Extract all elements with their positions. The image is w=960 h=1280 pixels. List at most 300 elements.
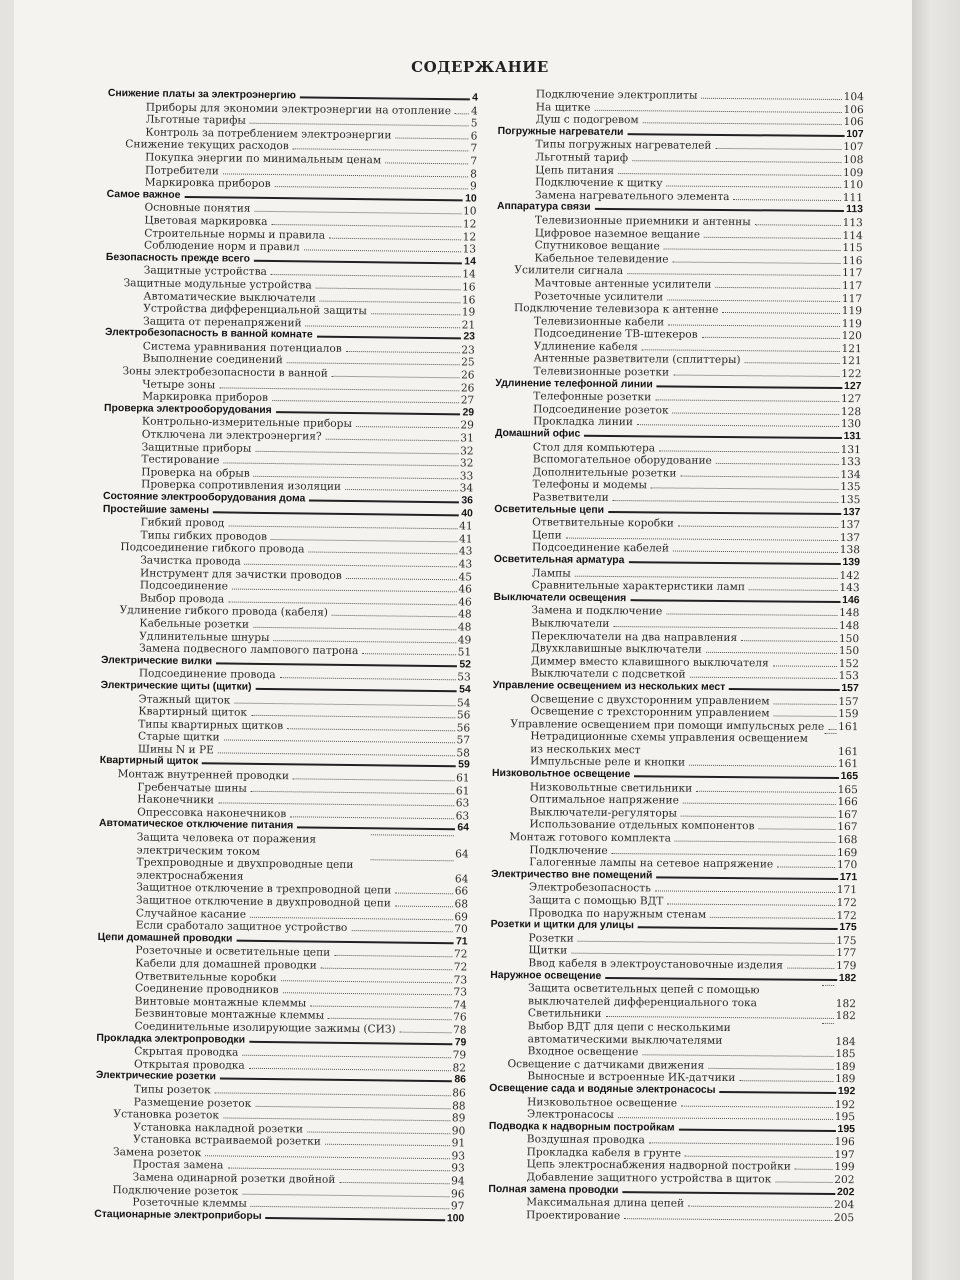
toc-entry-title: Низковольтное освещение bbox=[527, 1095, 678, 1110]
page-edge bbox=[912, 0, 960, 1280]
leader-dots bbox=[618, 173, 841, 176]
toc-page-number: 8 bbox=[470, 167, 478, 181]
toc-page-number: 131 bbox=[843, 431, 862, 443]
toc-entry-title: Осветительная арматура bbox=[493, 553, 625, 567]
toc-page-number: 175 bbox=[839, 922, 857, 934]
toc-page-number: 195 bbox=[834, 1111, 856, 1124]
leader-dots bbox=[228, 526, 457, 530]
leader-dots bbox=[680, 475, 838, 477]
toc-page-number: 202 bbox=[834, 1174, 855, 1187]
leader-dots bbox=[293, 149, 469, 152]
leader-dots bbox=[276, 411, 461, 415]
toc-page-number: 93 bbox=[451, 1162, 465, 1175]
toc-entry-title: Снижение текущих расходов bbox=[125, 138, 289, 153]
leader-dots bbox=[627, 133, 844, 137]
toc-page-number: 43 bbox=[458, 545, 473, 558]
toc-page-number: 192 bbox=[834, 1098, 856, 1111]
leader-dots bbox=[300, 96, 470, 100]
toc-page-number: 111 bbox=[842, 191, 864, 204]
toc-page-number: 121 bbox=[841, 342, 862, 356]
leader-dots bbox=[673, 261, 841, 263]
leader-dots bbox=[775, 1182, 832, 1183]
toc-entry-title: Телевизионные приемники и антенны bbox=[534, 214, 751, 229]
leader-dots bbox=[667, 299, 840, 302]
toc-entry-title: Простейшие замены bbox=[102, 503, 210, 516]
toc-entry-title: Наружное освещение bbox=[490, 969, 602, 982]
toc-entry-title: Прокладка кабеля в грунте bbox=[526, 1146, 682, 1160]
toc-entry-title: Спутниковое вещание bbox=[534, 239, 660, 253]
leader-dots bbox=[213, 511, 459, 516]
toc-entry-title: Цепь питания bbox=[535, 163, 615, 177]
leader-dots bbox=[250, 123, 469, 127]
toc-entry-title: Автоматические выключатели bbox=[143, 289, 316, 305]
toc-page-number: 34 bbox=[459, 482, 474, 495]
leader-dots bbox=[320, 300, 460, 303]
toc-entry-title: Автоматическое отключение питания bbox=[98, 818, 294, 832]
toc-page-number: 91 bbox=[451, 1137, 466, 1150]
toc-entry-title: Подключение телевизора к антенне bbox=[514, 302, 719, 317]
toc-page-number: 197 bbox=[834, 1148, 855, 1162]
toc-entry-title: Случайное касание bbox=[135, 906, 247, 921]
toc-entry-title: Защита осветительных цепей с помощью выключателей дифференциального тока bbox=[527, 982, 760, 1010]
toc-page-number: 96 bbox=[450, 1187, 465, 1201]
leader-dots bbox=[741, 640, 837, 642]
toc-page-number: 69 bbox=[454, 910, 468, 924]
leader-dots bbox=[254, 211, 461, 215]
toc-page-number: 104 bbox=[843, 91, 864, 104]
leader-dots bbox=[281, 980, 452, 983]
toc-entry-title: Усилители сигнала bbox=[514, 264, 624, 278]
toc-page-number: 119 bbox=[841, 305, 863, 318]
toc-page-number: 153 bbox=[838, 670, 859, 683]
toc-entry-title: Типы квартирных щитков bbox=[138, 718, 284, 732]
leader-dots bbox=[255, 1105, 450, 1108]
toc-entry-title: Соединение проводников bbox=[134, 982, 279, 997]
toc-page-number: 172 bbox=[836, 896, 857, 910]
toc-page-number: 32 bbox=[460, 444, 474, 458]
toc-page-number: 189 bbox=[835, 1060, 856, 1073]
toc-entry-title: Состояние электрооборудования дома bbox=[102, 490, 306, 505]
leader-dots bbox=[395, 906, 453, 908]
toc-entry-title: Замена подвесного лампового патрона bbox=[139, 642, 359, 658]
toc-page-number: 64 bbox=[454, 873, 469, 886]
toc-page-number: 58 bbox=[456, 747, 470, 760]
toc-page-number: 4 bbox=[470, 105, 478, 118]
toc-entry-title: Типы погружных нагревателей bbox=[535, 138, 712, 153]
toc-entry-title: Открытая проводка bbox=[134, 1058, 245, 1072]
toc-entry-title: Проектирование bbox=[526, 1209, 621, 1222]
toc-entry-title: Электробезопасность bbox=[528, 881, 651, 895]
toc-entry-title: Светильники bbox=[527, 1007, 602, 1021]
leader-dots bbox=[702, 337, 840, 339]
leader-dots bbox=[571, 953, 834, 956]
toc-page-number: 121 bbox=[841, 355, 862, 368]
leader-dots bbox=[613, 500, 839, 503]
leader-dots bbox=[774, 716, 837, 718]
toc-page-number: 120 bbox=[841, 330, 862, 343]
toc-entry-title: Зоны электробезопасности в ванной bbox=[122, 365, 328, 380]
toc-entry-title: Отключена ли электроэнергия? bbox=[141, 428, 322, 443]
toc-entry-title: Система уравнивания потенциалов bbox=[142, 340, 342, 355]
leader-dots bbox=[339, 1182, 449, 1184]
leader-dots bbox=[219, 387, 459, 391]
toc-entry-title: Опрессовка наконечников bbox=[137, 806, 287, 821]
leader-dots bbox=[773, 703, 836, 705]
toc-entry-title: Щитки bbox=[528, 944, 568, 958]
toc-page-number: 36 bbox=[461, 495, 474, 507]
leader-dots bbox=[297, 827, 455, 831]
toc-entry-title: Соблюдение норм и правил bbox=[144, 239, 300, 254]
toc-left-column bbox=[94, 88, 478, 1226]
leader-dots bbox=[371, 313, 460, 315]
toc-page-number: 78 bbox=[452, 1024, 467, 1037]
toc-entry-title: Прокладка электропроводки bbox=[96, 1032, 246, 1046]
leader-dots bbox=[255, 450, 458, 453]
leader-dots bbox=[283, 992, 452, 995]
toc-page-number: 64 bbox=[457, 822, 470, 834]
toc-entry-title: Диммер вместо клавишного выключателя bbox=[530, 655, 769, 670]
toc-entry-title: Погружные нагреватели bbox=[497, 125, 624, 138]
toc-page-number: 148 bbox=[839, 607, 860, 620]
toc-entry-title: Электробезопасность в ванной комнате bbox=[104, 327, 313, 341]
leader-dots bbox=[745, 363, 840, 365]
toc-page-number: 23 bbox=[463, 331, 476, 343]
toc-entry-title: Проводка по наружным стенам bbox=[528, 906, 707, 921]
toc-entry-title: Монтаж готового комплекта bbox=[509, 831, 671, 845]
toc-page-number: 128 bbox=[840, 405, 862, 419]
toc-entry-title: Защита с помощью ВДТ bbox=[528, 894, 664, 908]
toc-page-number: 179 bbox=[836, 959, 857, 973]
toc-page-number: 90 bbox=[451, 1124, 466, 1138]
toc-page-number: 122 bbox=[841, 368, 862, 381]
leader-dots bbox=[822, 1023, 834, 1024]
toc-entry-title: Цветовая маркировка bbox=[144, 214, 268, 228]
leader-dots bbox=[578, 941, 835, 944]
leader-dots bbox=[334, 955, 452, 957]
toc-entry-title: Гребенчатые шины bbox=[137, 781, 247, 795]
leader-dots bbox=[215, 1092, 450, 1096]
toc-page-number: 150 bbox=[838, 645, 860, 658]
toc-page-number: 177 bbox=[836, 947, 857, 960]
toc-entry-title: На щитке bbox=[535, 100, 591, 114]
toc-right-column bbox=[488, 88, 864, 1225]
toc-page-number: 192 bbox=[837, 1085, 856, 1098]
leader-dots bbox=[681, 1105, 833, 1107]
toc-page-number: 48 bbox=[458, 608, 472, 621]
toc-page-number: 195 bbox=[837, 1123, 855, 1135]
leader-dots bbox=[678, 526, 838, 528]
leader-dots bbox=[184, 196, 463, 201]
toc-page-number: 202 bbox=[836, 1186, 855, 1198]
toc-entry-title: Проверка сопротивления изоляции bbox=[141, 478, 342, 494]
toc-entry-title: Удлинение кабеля bbox=[533, 340, 638, 354]
leader-dots bbox=[613, 626, 837, 629]
leader-dots bbox=[249, 1040, 453, 1044]
toc-page-number: 63 bbox=[455, 797, 470, 810]
toc-page-number: 53 bbox=[457, 671, 471, 684]
toc-page-number: 146 bbox=[842, 594, 860, 606]
leader-dots bbox=[310, 1005, 451, 1008]
toc-page-number: 70 bbox=[454, 923, 468, 936]
toc-page-number: 82 bbox=[452, 1062, 467, 1075]
toc-entry-title: Выключатели bbox=[531, 617, 610, 630]
toc-page-number: 72 bbox=[453, 948, 468, 961]
toc-page-number: 159 bbox=[838, 708, 859, 721]
leader-dots bbox=[685, 1156, 832, 1158]
toc-page-number: 59 bbox=[458, 759, 470, 771]
toc-page-number: 32 bbox=[459, 457, 474, 470]
toc-page-number: 10 bbox=[462, 205, 477, 218]
toc-page-number: 189 bbox=[835, 1073, 856, 1086]
toc-entry-title: Размещение розеток bbox=[133, 1095, 252, 1110]
toc-page-number: 26 bbox=[460, 381, 475, 395]
leader-dots bbox=[346, 351, 460, 353]
toc-entry-title: Квартирный щиток bbox=[138, 705, 248, 719]
leader-dots bbox=[218, 803, 454, 807]
toc-entry-title: Розеточные и осветительные цепи bbox=[135, 944, 331, 960]
toc-entry-title: Душ с подогревом bbox=[535, 113, 639, 127]
toc-entry-title: Маркировка приборов bbox=[142, 390, 269, 405]
leader-dots bbox=[634, 775, 838, 779]
toc-entry-title: Ответвительные коробки bbox=[532, 516, 674, 530]
toc-page-number: 79 bbox=[452, 1049, 467, 1062]
toc-page-number: 56 bbox=[456, 709, 471, 722]
toc-entry-title: Кабели для домашней проводки bbox=[135, 957, 317, 972]
toc-entry-title: Простая замена bbox=[132, 1158, 224, 1172]
toc-entry-title: Типы гибких проводов bbox=[140, 529, 268, 543]
toc-entry-title: Потребители bbox=[144, 164, 219, 177]
leader-dots bbox=[594, 109, 841, 112]
toc-page-number: 19 bbox=[461, 306, 476, 319]
toc-entry-title: Нетрадиционные схемы управления освещением из нескольких мест bbox=[530, 730, 808, 757]
leader-dots bbox=[710, 916, 834, 918]
toc-page-number: 157 bbox=[841, 682, 859, 695]
leader-dots bbox=[346, 578, 457, 580]
leader-dots bbox=[371, 859, 454, 861]
toc-entry-title: Лампы bbox=[531, 566, 571, 580]
toc-entry-title: Осветительные цепи bbox=[494, 503, 605, 516]
toc-page-number: 119 bbox=[841, 317, 863, 330]
toc-entry-title: Типы розеток bbox=[133, 1083, 211, 1097]
leader-dots bbox=[304, 250, 461, 253]
toc-entry bbox=[492, 730, 858, 758]
toc-page-number: 113 bbox=[842, 216, 863, 230]
leader-dots bbox=[575, 575, 838, 578]
toc-entry-title: Подключение розеток bbox=[112, 1183, 239, 1198]
toc-entry-title: Розетки и щитки для улицы bbox=[490, 919, 634, 932]
toc-entry-title: Старые щитки bbox=[138, 730, 220, 744]
leader-dots bbox=[666, 614, 837, 616]
toc-entry-title: Этажный щиток bbox=[138, 692, 231, 707]
leader-dots bbox=[701, 98, 841, 100]
toc-page-number: 113 bbox=[846, 204, 863, 216]
toc-page-number: 51 bbox=[457, 646, 472, 659]
toc-page-number: 161 bbox=[837, 745, 859, 759]
leader-dots bbox=[667, 904, 834, 906]
toc-page-number: 26 bbox=[460, 369, 475, 382]
toc-page-number: 142 bbox=[839, 569, 860, 582]
toc-page-number: 4 bbox=[472, 92, 478, 104]
leader-dots bbox=[385, 162, 468, 164]
toc-entry-title: Маркировка приборов bbox=[144, 176, 271, 191]
leader-dots bbox=[651, 488, 838, 491]
leader-dots bbox=[708, 1068, 833, 1070]
toc-entry-title: Гибкий провод bbox=[140, 516, 225, 530]
toc-page-number: 31 bbox=[460, 432, 474, 445]
toc-page-number: 171 bbox=[836, 884, 858, 897]
toc-entry-title: Защитное отключение в двухпроводной цепи bbox=[136, 894, 391, 910]
toc-entry-title: Электрические вилки bbox=[100, 654, 213, 668]
leader-dots bbox=[655, 400, 839, 403]
toc-page-number: 182 bbox=[835, 997, 857, 1010]
toc-page-number: 116 bbox=[842, 254, 863, 267]
toc-entry-title: Установка встраиваемой розетки bbox=[133, 1133, 321, 1148]
toc-entry-title: Цепь электроснабжения надворной постройки bbox=[526, 1158, 791, 1174]
toc-entry-title: Импульсные реле и кнопки bbox=[530, 755, 686, 770]
leader-dots bbox=[605, 1016, 833, 1019]
toc-page-number: 135 bbox=[840, 481, 861, 494]
toc-entry-title: Мачтовые антенные усилители bbox=[534, 277, 712, 291]
leader-dots bbox=[271, 539, 457, 542]
leader-dots bbox=[704, 236, 841, 238]
toc-entry-title: Розеточные клеммы bbox=[132, 1196, 247, 1211]
leader-dots bbox=[679, 1128, 836, 1131]
leader-dots bbox=[624, 1218, 832, 1221]
toc-entry bbox=[490, 982, 856, 1010]
toc-page-number: 27 bbox=[460, 394, 475, 407]
toc-page-number: 161 bbox=[837, 758, 859, 771]
toc-page-number: 21 bbox=[461, 319, 476, 332]
leader-dots bbox=[287, 728, 455, 731]
toc-entry-title: Подсоединение розеток bbox=[533, 403, 669, 417]
toc-entry-title: Защитное отключение в трехпроводной цепи bbox=[136, 881, 392, 897]
leader-dots bbox=[332, 376, 459, 379]
toc-page-number: 73 bbox=[453, 986, 468, 999]
toc-entry-title: Ответвительные коробки bbox=[135, 969, 277, 984]
toc-page-number: 54 bbox=[456, 696, 471, 709]
toc-entry-title: Ввод кабеля в электроустановочные изделия bbox=[528, 957, 784, 972]
toc-page-number: 5 bbox=[470, 117, 478, 130]
toc-page-number: 16 bbox=[461, 293, 476, 307]
leader-dots bbox=[245, 564, 457, 568]
toc-page-number: 46 bbox=[458, 596, 472, 609]
leader-dots bbox=[696, 790, 835, 792]
leader-dots bbox=[777, 867, 835, 869]
toc-entry-title: Защитные приборы bbox=[141, 441, 252, 455]
toc-page-number: 94 bbox=[451, 1175, 465, 1188]
toc-page-number: 64 bbox=[455, 847, 469, 861]
toc-entry-title: Выбор ВДТ для цепи с несколькими автоматическими выключателями bbox=[527, 1020, 731, 1047]
toc-page-number: 56 bbox=[456, 721, 471, 735]
leader-dots bbox=[272, 400, 459, 403]
toc-page-number: 63 bbox=[455, 810, 470, 823]
toc-page-number: 169 bbox=[837, 846, 858, 859]
toc-page-number: 115 bbox=[842, 242, 863, 255]
leader-dots bbox=[307, 1131, 450, 1134]
toc-page-number: 148 bbox=[839, 619, 860, 633]
toc-page-number: 110 bbox=[842, 179, 864, 192]
toc-page-number: 143 bbox=[839, 582, 860, 595]
toc-page-number: 72 bbox=[453, 961, 468, 974]
toc-page-number: 150 bbox=[838, 632, 860, 645]
toc-entry-title: Прокладка линии bbox=[533, 415, 634, 429]
toc-page-number: 196 bbox=[834, 1136, 855, 1149]
toc-entry-title: Покупка энергии по минимальным ценам bbox=[145, 151, 382, 167]
leader-dots bbox=[271, 274, 460, 277]
toc-entry-title: Электрические розетки bbox=[95, 1070, 217, 1083]
toc-entry-title: Соединительные изолирующие зажимы (СИЗ) bbox=[134, 1020, 396, 1036]
leader-dots bbox=[755, 224, 841, 226]
leader-dots bbox=[256, 688, 458, 692]
toc-entry-title: Оптимальное напряжение bbox=[529, 793, 679, 807]
toc-page-number: 73 bbox=[453, 973, 468, 987]
toc-entry-title: Цифровое наземное вещание bbox=[534, 226, 701, 241]
toc-page-number: 172 bbox=[836, 909, 857, 922]
toc-entry-title: Подключение bbox=[529, 843, 608, 857]
leader-dots bbox=[566, 537, 838, 540]
toc-entry-title: Розетки bbox=[528, 932, 574, 945]
toc-page-number: 131 bbox=[840, 443, 861, 456]
toc-entry-title: Подключение к щитку bbox=[535, 176, 663, 190]
toc-entry-title: Галогенные лампы на сетевое напряжение bbox=[529, 856, 774, 871]
toc-page-number: 89 bbox=[451, 1112, 466, 1125]
leader-dots bbox=[371, 834, 454, 836]
leader-dots bbox=[395, 137, 468, 139]
leader-dots bbox=[321, 968, 452, 971]
toc-entry-title: Подводка к надворным постройкам bbox=[488, 1120, 675, 1134]
toc-entry-title: Антенные разветвители (сплиттеры) bbox=[533, 352, 741, 367]
toc-page-number: 49 bbox=[457, 633, 472, 647]
leader-dots bbox=[683, 803, 836, 805]
toc-page-number: 161 bbox=[838, 720, 859, 733]
leader-dots bbox=[254, 260, 462, 265]
toc-page-number: 138 bbox=[839, 544, 861, 557]
leader-dots bbox=[668, 324, 840, 326]
toc-page-number: 40 bbox=[461, 507, 473, 520]
toc-page-number: 100 bbox=[446, 1213, 465, 1225]
toc-page-number: 127 bbox=[844, 380, 862, 392]
toc-page-number: 134 bbox=[840, 468, 861, 481]
toc-page-number: 175 bbox=[836, 934, 857, 947]
leader-dots bbox=[362, 653, 455, 655]
leader-dots bbox=[673, 412, 839, 414]
leader-dots bbox=[642, 349, 840, 352]
toc-entry-title: Защитные модульные устройства bbox=[123, 277, 312, 292]
leader-dots bbox=[773, 665, 837, 667]
leader-dots bbox=[627, 273, 840, 276]
toc-entry-title: Освещение с трехсторонним управлением bbox=[530, 705, 770, 720]
toc-entry-title: Вспомогательное оборудование bbox=[532, 453, 712, 468]
toc-entry-title: Полная замена проводки bbox=[488, 1183, 619, 1196]
leader-dots bbox=[659, 450, 839, 453]
toc-entry-title: Двухклавишные выключатели bbox=[531, 642, 702, 656]
toc-page-number: 46 bbox=[458, 583, 472, 596]
leader-dots bbox=[329, 237, 461, 240]
toc-entry-title: Кабельные розетки bbox=[139, 617, 250, 631]
leader-dots bbox=[638, 926, 838, 930]
toc-page-number: 127 bbox=[841, 393, 862, 406]
toc-entry-title: Винтовые монтажные клеммы bbox=[134, 995, 307, 1010]
toc-page-number: 13 bbox=[462, 243, 477, 256]
toc-page-number: 7 bbox=[470, 142, 478, 155]
toc-entry-title: Установка розеток bbox=[113, 1108, 220, 1122]
leader-dots bbox=[595, 208, 845, 212]
toc-entry-title: Приборы для экономии электроэнергии на отопление bbox=[145, 101, 452, 117]
toc-entry-title: Четыре зоны bbox=[142, 378, 216, 391]
toc-page-number: 14 bbox=[464, 256, 476, 268]
toc-page-number: 12 bbox=[462, 230, 477, 244]
toc-page-number: 29 bbox=[460, 419, 474, 432]
